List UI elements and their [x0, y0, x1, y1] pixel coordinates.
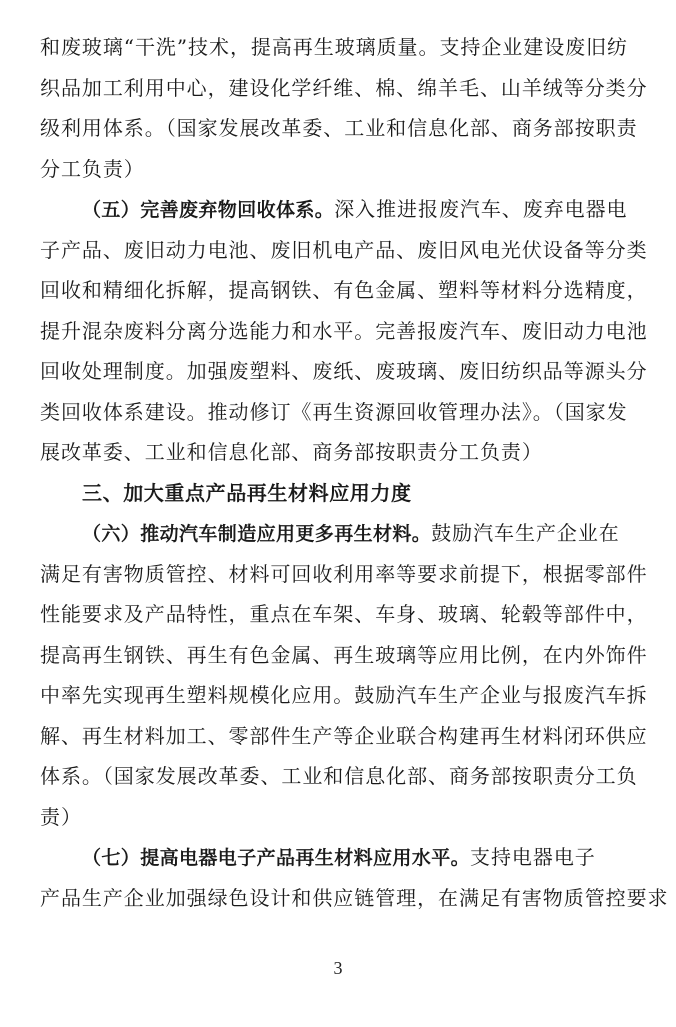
paragraph	[40, 513, 652, 837]
text-line: 性能要求及产品特性，重点在车架、车身、玻璃、轮毂等部件中，	[40, 602, 648, 626]
paragraph-heading: （五）完善废弃物回收体系。	[82, 199, 335, 221]
text-line: 提升混杂废料分离分选能力和水平。完善报废汽车、废旧动力电池	[40, 318, 648, 343]
text-line: 责）	[40, 804, 82, 829]
text-line: 类回收体系建设。推动修订《再生资源回收管理办法》。（国家发	[40, 399, 628, 424]
text-line: 回收和精细化拆解，提高钢铁、有色金属、塑料等材料分选精度，	[40, 278, 648, 302]
paragraph	[40, 837, 669, 918]
section-heading: 三、加大重点产品再生材料应用力度	[82, 480, 412, 505]
text-line: 子产品、废旧动力电池、废旧机电产品、废旧风电光伏设备等分类	[40, 237, 648, 262]
text-line: 中率先实现再生塑料规模化应用。鼓励汽车生产企业与报废汽车拆	[40, 683, 648, 707]
document-page	[40, 27, 669, 918]
text-line: 提高再生钢铁、再生有色金属、再生玻璃等应用比例，在内外饰件	[40, 642, 648, 667]
paragraph-heading: （七）提高电器电子产品再生材料应用水平。	[82, 847, 471, 869]
text-line	[40, 837, 652, 878]
text-line: 和废玻璃“干洗”技术，提高再生玻璃质量。支持企业建设废旧纺	[40, 35, 628, 59]
page-number: 3	[333, 958, 343, 978]
text-line: 解、再生材料加工、零部件生产等企业联合构建再生材料闭环供应	[40, 723, 648, 748]
text-line: 产品生产企业加强绿色设计和供应链管理，在满足有害物质管控要求	[40, 885, 669, 910]
text-line: 织品加工利用中心，建设化学纤维、棉、绵羊毛、山羊绒等分类分	[40, 75, 648, 100]
text-line	[40, 513, 652, 554]
text-run: 深入推进报废汽车、废弃电器电	[334, 197, 628, 221]
text-line: 展改革委、工业和信息化部、商务部按职责分工负责）	[40, 440, 543, 464]
text-line: 分工负责）	[40, 156, 145, 181]
text-line: 满足有害物质管控、材料可回收利用率等要求前提下，根据零部件	[40, 561, 648, 586]
text-run: 鼓励汽车生产企业在	[431, 521, 620, 545]
text-line: 级利用体系。（国家发展改革委、工业和信息化部、商务部按职责	[40, 116, 638, 140]
text-line: 回收处理制度。加强废塑料、废纸、废玻璃、废旧纺织品等源头分	[40, 359, 648, 383]
paragraph	[40, 27, 652, 189]
text-line: 体系。（国家发展改革委、工业和信息化部、商务部按职责分工负	[40, 764, 638, 788]
text-run: 支持电器电子	[470, 845, 596, 869]
paragraph	[40, 189, 652, 473]
paragraph-heading: （六）推动汽车制造应用更多再生材料。	[82, 523, 432, 545]
text-line	[40, 189, 652, 230]
